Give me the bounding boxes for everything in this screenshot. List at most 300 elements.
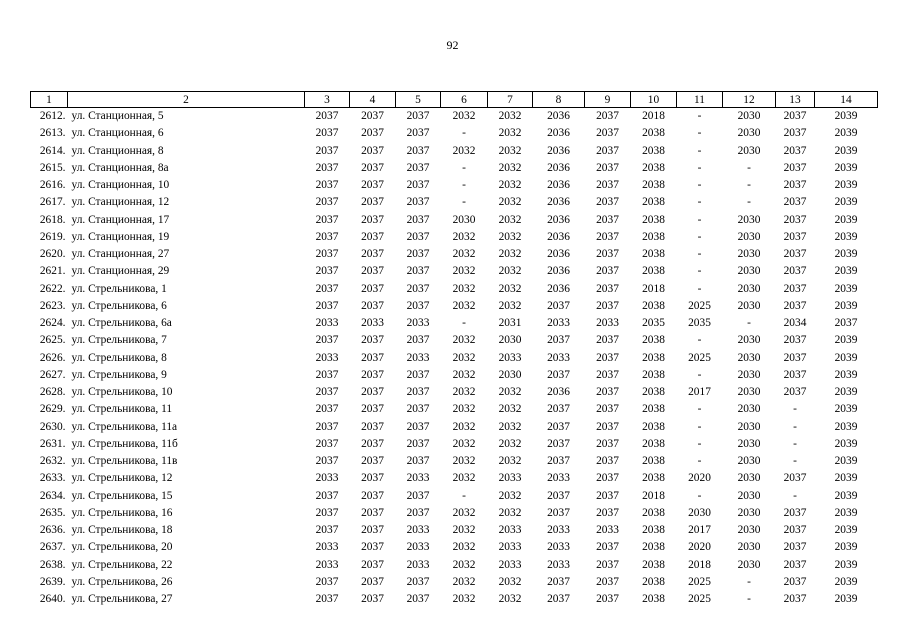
row-number: 2623.: [39, 299, 66, 312]
page-number: 92: [446, 38, 459, 52]
year-cell: 2037: [406, 506, 430, 519]
row-number: 2612.: [39, 110, 66, 123]
year-cell: 2030: [737, 110, 761, 123]
year-cell: 2037: [596, 110, 619, 123]
year-cell: 2030: [737, 127, 761, 140]
table-row: [31, 143, 878, 160]
row-number: 2638.: [39, 558, 66, 571]
year-cell: 2037: [783, 351, 807, 364]
year-cell: 2037: [361, 593, 384, 606]
address-cell: ул. Стрельникова, 20: [71, 541, 173, 554]
year-cell: 2033: [315, 541, 339, 554]
year-cell: 2037: [406, 334, 430, 347]
year-cell: 2037: [315, 368, 339, 381]
year-cell: -: [697, 196, 702, 209]
year-cell: 2036: [547, 282, 570, 295]
year-cell: 2033: [498, 541, 522, 554]
address-cell: ул. Стрельникова, 26: [71, 575, 173, 588]
year-cell: 2037: [783, 282, 807, 295]
year-cell: 2037: [315, 144, 339, 157]
row-number: 2613.: [39, 127, 66, 140]
year-cell: -: [747, 161, 751, 174]
year-cell: 2039: [834, 472, 858, 485]
year-cell: 2037: [361, 334, 384, 347]
year-cell: 2030: [737, 299, 761, 312]
year-cell: 2032: [452, 593, 476, 606]
year-cell: 2037: [406, 144, 430, 157]
year-cell: 2033: [498, 351, 522, 364]
year-cell: 2037: [406, 368, 430, 381]
year-cell: 2037: [783, 213, 807, 226]
year-cell: 2037: [783, 265, 807, 278]
year-cell: 2032: [498, 213, 522, 226]
column-header: 13: [776, 92, 815, 108]
table-row: [31, 574, 878, 591]
year-cell: 2033: [406, 558, 430, 571]
year-cell: 2032: [452, 420, 476, 433]
year-cell: 2039: [834, 196, 858, 209]
row-number: 2620.: [39, 248, 66, 261]
year-cell: 2037: [596, 127, 619, 140]
row-number: 2616.: [39, 179, 66, 192]
year-cell: 2030: [737, 265, 761, 278]
year-cell: 2038: [642, 127, 665, 140]
year-cell: 2036: [547, 213, 570, 226]
year-cell: 2039: [834, 144, 858, 157]
year-cell: 2037: [406, 196, 430, 209]
year-cell: 2037: [783, 110, 807, 123]
column-header: 7: [488, 92, 533, 108]
year-cell: 2039: [834, 213, 858, 226]
year-cell: -: [697, 282, 702, 295]
year-cell: -: [697, 334, 702, 347]
year-cell: 2030: [452, 213, 476, 226]
year-cell: 2037: [361, 230, 384, 243]
table-row: [31, 160, 878, 177]
year-cell: 2035: [688, 317, 711, 330]
year-cell: -: [462, 196, 466, 209]
year-cell: 2032: [498, 127, 522, 140]
address-cell: ул. Станционная, 27: [71, 248, 170, 261]
header-row: [31, 92, 878, 108]
year-cell: 2037: [315, 420, 339, 433]
year-cell: 2037: [596, 230, 619, 243]
address-cell: ул. Стрельникова, 15: [71, 489, 173, 502]
year-cell: 2039: [834, 575, 858, 588]
row-number: 2634.: [39, 489, 66, 502]
row-number: 2637.: [39, 541, 66, 554]
year-cell: 2032: [498, 161, 522, 174]
year-cell: 2038: [642, 299, 665, 312]
year-cell: 2037: [783, 386, 807, 399]
address-cell: ул. Стрельникова, 8: [71, 351, 167, 364]
table-row: [31, 384, 878, 401]
year-cell: -: [697, 455, 702, 468]
year-cell: 2037: [361, 161, 384, 174]
year-cell: 2037: [361, 524, 384, 537]
year-cell: -: [697, 144, 702, 157]
year-cell: -: [697, 127, 702, 140]
year-cell: 2037: [783, 524, 807, 537]
year-cell: 2037: [596, 368, 619, 381]
column-header: 2: [68, 92, 305, 108]
year-cell: -: [697, 230, 702, 243]
year-cell: 2037: [783, 299, 807, 312]
row-number: 2631.: [39, 437, 66, 450]
year-cell: 2033: [547, 351, 570, 364]
address-cell: ул. Стрельникова, 6а: [71, 317, 172, 330]
year-cell: 2037: [315, 282, 339, 295]
year-cell: -: [462, 179, 466, 192]
year-cell: 2038: [642, 541, 665, 554]
year-cell: 2030: [737, 248, 761, 261]
row-number: 2617.: [39, 196, 66, 209]
year-cell: 2037: [406, 179, 430, 192]
address-cell: ул. Стрельникова, 18: [71, 524, 173, 537]
table-row: [31, 125, 878, 142]
year-cell: 2030: [737, 489, 761, 502]
year-cell: -: [697, 213, 702, 226]
year-cell: 2032: [452, 248, 476, 261]
year-cell: 2030: [688, 506, 711, 519]
year-cell: 2039: [834, 437, 858, 450]
year-cell: 2030: [737, 541, 761, 554]
year-cell: 2032: [498, 144, 522, 157]
row-number: 2626.: [39, 351, 66, 364]
year-cell: 2032: [452, 144, 476, 157]
year-cell: 2039: [834, 161, 858, 174]
year-cell: 2036: [547, 127, 570, 140]
year-cell: 2032: [452, 334, 476, 347]
row-number: 2621.: [39, 265, 66, 278]
year-cell: 2032: [498, 196, 522, 209]
year-cell: 2033: [406, 472, 430, 485]
year-cell: 2037: [406, 593, 430, 606]
year-cell: 2032: [452, 299, 476, 312]
address-cell: ул. Стрельникова, 6: [71, 299, 167, 312]
row-number: 2640.: [39, 593, 66, 606]
address-cell: ул. Станционная, 19: [71, 230, 170, 243]
year-cell: -: [462, 161, 466, 174]
year-cell: 2033: [406, 351, 430, 364]
year-cell: 2032: [452, 351, 476, 364]
year-cell: -: [793, 489, 797, 502]
year-cell: 2032: [498, 110, 522, 123]
year-cell: 2039: [834, 593, 858, 606]
year-cell: 2039: [834, 386, 858, 399]
table-row: [31, 470, 878, 487]
year-cell: 2037: [783, 575, 807, 588]
year-cell: 2037: [547, 334, 570, 347]
table-row: [31, 488, 878, 505]
year-cell: 2037: [361, 265, 384, 278]
year-cell: 2032: [498, 455, 522, 468]
year-cell: 2038: [642, 248, 665, 261]
year-cell: 2037: [596, 403, 619, 416]
year-cell: 2039: [834, 558, 858, 571]
table-row: [31, 401, 878, 418]
year-cell: 2032: [498, 403, 522, 416]
year-cell: 2037: [315, 248, 339, 261]
year-cell: 2037: [783, 144, 807, 157]
year-cell: 2036: [547, 144, 570, 157]
year-cell: 2032: [452, 506, 476, 519]
year-cell: 2039: [834, 265, 858, 278]
year-cell: 2038: [642, 265, 665, 278]
row-number: 2636.: [39, 524, 66, 537]
year-cell: 2038: [642, 213, 665, 226]
year-cell: 2037: [361, 368, 384, 381]
year-cell: 2039: [834, 299, 858, 312]
year-cell: 2037: [361, 489, 384, 502]
year-cell: 2037: [406, 455, 430, 468]
year-cell: 2035: [642, 317, 665, 330]
year-cell: 2032: [452, 386, 476, 399]
year-cell: 2030: [737, 386, 761, 399]
year-cell: 2037: [406, 230, 430, 243]
year-cell: 2030: [737, 334, 761, 347]
year-cell: 2037: [547, 403, 570, 416]
year-cell: 2037: [315, 489, 339, 502]
year-cell: 2039: [834, 334, 858, 347]
year-cell: 2037: [315, 386, 339, 399]
year-cell: 2033: [498, 524, 522, 537]
column-header: 10: [631, 92, 677, 108]
year-cell: -: [697, 248, 702, 261]
year-cell: -: [462, 127, 466, 140]
year-cell: 2037: [406, 110, 430, 123]
year-cell: 2025: [688, 299, 711, 312]
table-row: [31, 332, 878, 349]
year-cell: 2033: [547, 541, 570, 554]
year-cell: 2033: [498, 558, 522, 571]
year-cell: 2017: [688, 524, 711, 537]
year-cell: 2038: [642, 524, 665, 537]
row-number: 2639.: [39, 575, 66, 588]
year-cell: 2037: [783, 196, 807, 209]
year-cell: 2037: [361, 144, 384, 157]
year-cell: 2038: [642, 368, 665, 381]
year-cell: 2033: [315, 317, 339, 330]
year-cell: 2037: [361, 403, 384, 416]
year-cell: 2033: [406, 317, 430, 330]
year-cell: 2036: [547, 386, 570, 399]
year-cell: 2033: [596, 524, 619, 537]
column-header: 8: [533, 92, 585, 108]
column-header: 1: [31, 92, 68, 108]
column-header: 12: [723, 92, 776, 108]
year-cell: 2037: [783, 161, 807, 174]
year-cell: 2039: [834, 541, 858, 554]
table-row: [31, 505, 878, 522]
year-cell: 2033: [596, 317, 619, 330]
year-cell: 2036: [547, 179, 570, 192]
year-cell: 2039: [834, 127, 858, 140]
year-cell: 2037: [596, 541, 619, 554]
year-cell: 2038: [642, 161, 665, 174]
year-cell: 2020: [688, 541, 711, 554]
address-cell: ул. Станционная, 12: [71, 196, 170, 209]
row-number: 2633.: [39, 472, 66, 485]
year-cell: 2030: [737, 351, 761, 364]
address-cell: ул. Стрельникова, 7: [71, 334, 167, 347]
year-cell: 2039: [834, 230, 858, 243]
row-number: 2627.: [39, 368, 66, 381]
year-cell: 2037: [406, 575, 430, 588]
year-cell: 2037: [361, 386, 384, 399]
year-cell: 2032: [452, 575, 476, 588]
year-cell: 2037: [406, 489, 430, 502]
year-cell: 2037: [547, 455, 570, 468]
row-number: 2614.: [39, 144, 66, 157]
year-cell: -: [793, 403, 797, 416]
year-cell: 2033: [406, 541, 430, 554]
year-cell: 2038: [642, 593, 665, 606]
year-cell: 2030: [737, 558, 761, 571]
year-cell: 2039: [834, 524, 858, 537]
column-header: 9: [585, 92, 631, 108]
row-number: 2619.: [39, 230, 66, 243]
row-number: 2635.: [39, 506, 66, 519]
year-cell: -: [697, 368, 702, 381]
year-cell: 2037: [783, 593, 807, 606]
year-cell: 2032: [498, 506, 522, 519]
row-number: 2615.: [39, 161, 66, 174]
year-cell: 2037: [783, 334, 807, 347]
year-cell: 2037: [596, 248, 619, 261]
year-cell: 2030: [737, 213, 761, 226]
year-cell: 2032: [498, 282, 522, 295]
year-cell: 2037: [406, 386, 430, 399]
year-cell: 2037: [361, 110, 384, 123]
year-cell: 2032: [498, 575, 522, 588]
year-cell: 2037: [596, 144, 619, 157]
year-cell: 2037: [547, 593, 570, 606]
year-cell: 2037: [315, 161, 339, 174]
year-cell: 2037: [315, 506, 339, 519]
year-cell: 2032: [452, 472, 476, 485]
year-cell: 2032: [498, 230, 522, 243]
table-row: [31, 194, 878, 211]
address-cell: ул. Станционная, 17: [71, 213, 170, 226]
year-cell: 2032: [452, 403, 476, 416]
data-table: [30, 91, 878, 608]
year-cell: -: [697, 179, 702, 192]
year-cell: 2039: [834, 506, 858, 519]
address-cell: ул. Стрельникова, 27: [71, 593, 173, 606]
year-cell: 2032: [452, 558, 476, 571]
year-cell: 2025: [688, 593, 711, 606]
year-cell: 2037: [406, 248, 430, 261]
year-cell: 2037: [596, 489, 619, 502]
table-row: [31, 177, 878, 194]
table-row: [31, 315, 878, 332]
year-cell: 2032: [498, 386, 522, 399]
year-cell: 2038: [642, 575, 665, 588]
year-cell: 2030: [498, 334, 522, 347]
year-cell: 2030: [737, 506, 761, 519]
row-number: 2630.: [39, 420, 66, 433]
address-cell: ул. Стрельникова, 11: [71, 403, 173, 416]
year-cell: 2037: [315, 179, 339, 192]
year-cell: 2032: [452, 368, 476, 381]
year-cell: -: [697, 489, 702, 502]
table-row: [31, 212, 878, 229]
year-cell: 2038: [642, 179, 665, 192]
year-cell: 2025: [688, 351, 711, 364]
year-cell: 2030: [498, 368, 522, 381]
year-cell: 2037: [596, 575, 619, 588]
year-cell: 2038: [642, 386, 665, 399]
year-cell: -: [462, 317, 466, 330]
year-cell: 2039: [834, 282, 858, 295]
year-cell: -: [747, 575, 751, 588]
year-cell: 2033: [547, 317, 570, 330]
year-cell: 2037: [783, 541, 807, 554]
year-cell: 2037: [596, 265, 619, 278]
year-cell: 2036: [547, 196, 570, 209]
year-cell: 2033: [498, 472, 522, 485]
year-cell: 2037: [406, 282, 430, 295]
table-row: [31, 591, 878, 608]
year-cell: 2032: [452, 541, 476, 554]
year-cell: 2037: [547, 420, 570, 433]
year-cell: 2037: [596, 506, 619, 519]
table-row: [31, 263, 878, 280]
year-cell: 2030: [737, 144, 761, 157]
year-cell: 2037: [361, 196, 384, 209]
year-cell: 2037: [361, 179, 384, 192]
year-cell: 2017: [688, 386, 711, 399]
address-cell: ул. Стрельникова, 11б: [71, 437, 178, 450]
row-number: 2625.: [39, 334, 66, 347]
year-cell: 2037: [783, 230, 807, 243]
year-cell: 2037: [783, 179, 807, 192]
table-row: [31, 298, 878, 315]
year-cell: 2034: [783, 317, 807, 330]
year-cell: 2037: [406, 437, 430, 450]
table-row: [31, 246, 878, 263]
year-cell: 2037: [361, 127, 384, 140]
table-row: [31, 350, 878, 367]
year-cell: 2036: [547, 265, 570, 278]
year-cell: 2037: [596, 472, 619, 485]
column-header: 5: [396, 92, 441, 108]
table-row: [31, 453, 878, 470]
year-cell: 2036: [547, 230, 570, 243]
year-cell: 2032: [498, 248, 522, 261]
table-row: [31, 436, 878, 453]
year-cell: 2037: [315, 213, 339, 226]
table-row: [31, 557, 878, 574]
year-cell: 2037: [361, 472, 384, 485]
year-cell: 2037: [596, 420, 619, 433]
year-cell: 2037: [315, 110, 339, 123]
year-cell: 2038: [642, 144, 665, 157]
address-cell: ул. Стрельникова, 1: [71, 282, 167, 295]
year-cell: 2037: [596, 558, 619, 571]
year-cell: 2037: [547, 575, 570, 588]
year-cell: 2037: [315, 437, 339, 450]
year-cell: 2038: [642, 230, 665, 243]
year-cell: 2038: [642, 420, 665, 433]
year-cell: 2038: [642, 455, 665, 468]
year-cell: 2038: [642, 334, 665, 347]
year-cell: 2032: [452, 110, 476, 123]
year-cell: 2032: [452, 282, 476, 295]
row-number: 2622.: [39, 282, 66, 295]
year-cell: 2037: [315, 455, 339, 468]
